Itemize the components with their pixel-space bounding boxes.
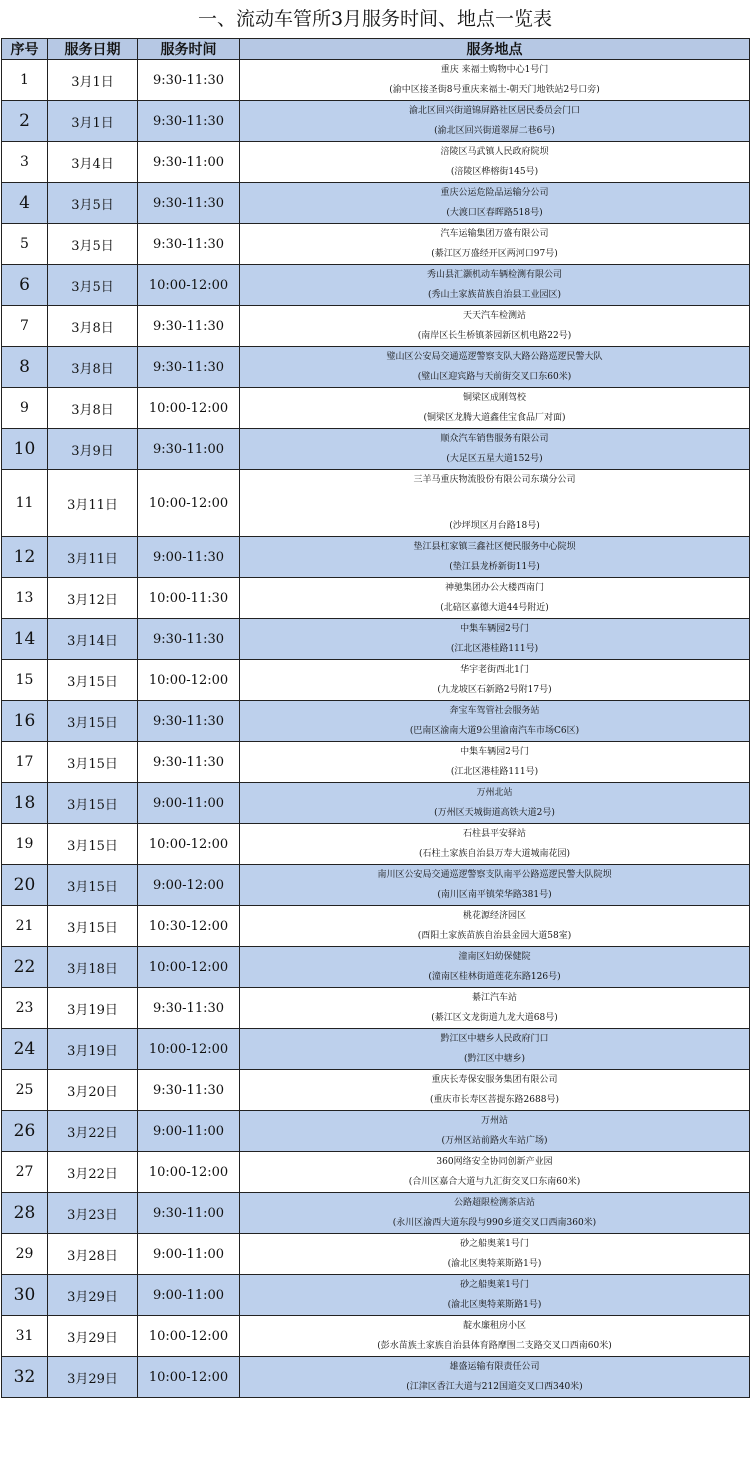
row-number: 6 bbox=[2, 265, 48, 306]
location-address: (垫江县龙桥新街11号) bbox=[449, 562, 540, 572]
row-number: 19 bbox=[2, 824, 48, 865]
location-address: (南川区南平镇荣华路381号) bbox=[437, 890, 552, 900]
service-date: 3月15日 bbox=[48, 865, 138, 906]
service-time: 10:00-12:00 bbox=[138, 388, 240, 429]
service-time: 10:30-12:00 bbox=[138, 906, 240, 947]
location-address: (渝北区奥特莱斯路1号) bbox=[447, 1300, 542, 1310]
table-row bbox=[2, 1029, 750, 1070]
row-number: 20 bbox=[2, 865, 48, 906]
service-date: 3月4日 bbox=[48, 142, 138, 183]
location-name: 雄盛运输有限责任公司 bbox=[449, 1362, 540, 1372]
service-location bbox=[240, 142, 750, 183]
table-row bbox=[2, 537, 750, 578]
service-time: 9:00-12:00 bbox=[138, 865, 240, 906]
service-location bbox=[240, 1357, 750, 1398]
service-date: 3月15日 bbox=[48, 783, 138, 824]
location-name: 桃花源经济园区 bbox=[462, 911, 526, 921]
page-title: 一、流动车管所3月服务时间、地点一览表 bbox=[197, 8, 553, 30]
service-date: 3月14日 bbox=[48, 619, 138, 660]
table-row bbox=[2, 306, 750, 347]
location-name: 神驰集团办公大楼西南门 bbox=[444, 583, 544, 593]
table-row bbox=[2, 783, 750, 824]
row-number: 32 bbox=[2, 1357, 48, 1398]
service-location bbox=[240, 906, 750, 947]
service-location bbox=[240, 183, 750, 224]
location-name: 渝北区回兴街道锦屏路社区居民委员会门口 bbox=[408, 106, 580, 116]
service-date: 3月1日 bbox=[48, 60, 138, 101]
header-no: 序号 bbox=[2, 39, 48, 60]
table-row bbox=[2, 1357, 750, 1398]
service-date: 3月29日 bbox=[48, 1316, 138, 1357]
service-time: 9:30-11:30 bbox=[138, 619, 240, 660]
row-number: 9 bbox=[2, 388, 48, 429]
header-time: 服务时间 bbox=[138, 39, 240, 60]
table-row bbox=[2, 265, 750, 306]
service-time: 10:00-12:00 bbox=[138, 265, 240, 306]
location-address: (酉阳土家族苗族自治县金园大道58室) bbox=[417, 931, 572, 941]
row-number: 12 bbox=[2, 537, 48, 578]
location-address: (铜梁区龙腾大道鑫佳宝食品厂对面) bbox=[423, 413, 566, 423]
row-number: 22 bbox=[2, 947, 48, 988]
service-date: 3月23日 bbox=[48, 1193, 138, 1234]
service-location bbox=[240, 742, 750, 783]
service-location bbox=[240, 1111, 750, 1152]
location-address: (万州区站前路火车站广场) bbox=[441, 1136, 548, 1146]
location-address: (巴南区渝南大道9公里渝南汽车市场C6区) bbox=[409, 726, 580, 736]
service-time: 9:30-11:00 bbox=[138, 142, 240, 183]
table-row bbox=[2, 701, 750, 742]
location-name: 重庆 来福士购物中心1号门 bbox=[440, 65, 549, 75]
row-number: 25 bbox=[2, 1070, 48, 1111]
service-date: 3月20日 bbox=[48, 1070, 138, 1111]
location-address: (重庆市长寿区菩提东路2688号) bbox=[430, 1095, 559, 1105]
service-time: 9:30-11:30 bbox=[138, 60, 240, 101]
location-name: 黔江区中塘乡人民政府门口 bbox=[440, 1034, 549, 1044]
row-number: 1 bbox=[2, 60, 48, 101]
service-date: 3月5日 bbox=[48, 183, 138, 224]
service-location bbox=[240, 537, 750, 578]
row-number: 5 bbox=[2, 224, 48, 265]
row-number: 23 bbox=[2, 988, 48, 1029]
service-location bbox=[240, 265, 750, 306]
location-name: 公路超限检测茶店站 bbox=[453, 1198, 535, 1208]
service-location bbox=[240, 783, 750, 824]
row-number: 13 bbox=[2, 578, 48, 619]
location-name: 中集车辆园2号门 bbox=[460, 624, 529, 634]
service-date: 3月15日 bbox=[48, 824, 138, 865]
service-location bbox=[240, 224, 750, 265]
table-row bbox=[2, 183, 750, 224]
table-row bbox=[2, 865, 750, 906]
service-time: 10:00-12:00 bbox=[138, 947, 240, 988]
row-number: 3 bbox=[2, 142, 48, 183]
service-date: 3月29日 bbox=[48, 1357, 138, 1398]
service-location bbox=[240, 1316, 750, 1357]
table-row bbox=[2, 947, 750, 988]
schedule-table bbox=[1, 38, 750, 1398]
row-number: 30 bbox=[2, 1275, 48, 1316]
row-number: 16 bbox=[2, 701, 48, 742]
service-location bbox=[240, 388, 750, 429]
table-row bbox=[2, 660, 750, 701]
service-time: 10:00-12:00 bbox=[138, 824, 240, 865]
location-address: (璧山区迎宾路与天前街交叉口东60米) bbox=[417, 372, 572, 382]
table-row bbox=[2, 224, 750, 265]
location-name: 天天汽车检测站 bbox=[462, 311, 526, 321]
service-location bbox=[240, 429, 750, 470]
service-date: 3月8日 bbox=[48, 388, 138, 429]
service-time: 9:00-11:00 bbox=[138, 783, 240, 824]
location-name: 秀山县汇灏机动车辆检测有限公司 bbox=[426, 270, 562, 280]
service-location bbox=[240, 1275, 750, 1316]
service-date: 3月15日 bbox=[48, 742, 138, 783]
location-name: 顺众汽车销售服务有限公司 bbox=[440, 434, 549, 444]
header-date: 服务日期 bbox=[48, 39, 138, 60]
location-name: 铜梁区成刚驾校 bbox=[462, 393, 526, 403]
service-time: 9:30-11:30 bbox=[138, 701, 240, 742]
service-date: 3月15日 bbox=[48, 660, 138, 701]
location-name: 璧山区公安局交通巡逻警察支队大路公路巡逻民警大队 bbox=[386, 352, 603, 362]
location-address: (渝北区奥特莱斯路1号) bbox=[447, 1259, 542, 1269]
location-name: 三羊马重庆物流股份有限公司东璜分公司 bbox=[413, 475, 576, 485]
row-number: 26 bbox=[2, 1111, 48, 1152]
table-row bbox=[2, 470, 750, 537]
service-time: 10:00-12:00 bbox=[138, 1152, 240, 1193]
location-name: 重庆公运危险品运输分公司 bbox=[440, 188, 549, 198]
service-time: 9:30-11:00 bbox=[138, 429, 240, 470]
location-address: (江北区港桂路111号) bbox=[450, 644, 539, 654]
location-address: (江北区港桂路111号) bbox=[450, 767, 539, 777]
service-location bbox=[240, 660, 750, 701]
service-location bbox=[240, 701, 750, 742]
row-number: 4 bbox=[2, 183, 48, 224]
service-location bbox=[240, 824, 750, 865]
service-time: 9:00-11:00 bbox=[138, 1111, 240, 1152]
location-address: (黔江区中塘乡) bbox=[463, 1054, 526, 1064]
table-row bbox=[2, 347, 750, 388]
location-address: (大足区五星大道152号) bbox=[446, 454, 543, 464]
service-location bbox=[240, 347, 750, 388]
location-name: 涪陵区马武镇人民政府院坝 bbox=[440, 147, 549, 157]
table-row bbox=[2, 1152, 750, 1193]
service-date: 3月28日 bbox=[48, 1234, 138, 1275]
service-date: 3月15日 bbox=[48, 701, 138, 742]
table-row bbox=[2, 906, 750, 947]
service-location bbox=[240, 619, 750, 660]
service-time: 9:30-11:30 bbox=[138, 988, 240, 1029]
location-name: 万州站 bbox=[480, 1116, 508, 1126]
location-name: 奔宝车驾管社会服务站 bbox=[449, 706, 540, 716]
table-row bbox=[2, 429, 750, 470]
location-name: 万州北站 bbox=[476, 788, 513, 798]
location-address: (潼南区桂林街道莲花东路126号) bbox=[428, 972, 561, 982]
location-address: (渝中区接圣街8号重庆来福士-朝天门地铁站2号口旁) bbox=[389, 85, 600, 95]
service-location bbox=[240, 1193, 750, 1234]
table-row bbox=[2, 1111, 750, 1152]
service-date: 3月5日 bbox=[48, 224, 138, 265]
location-address: (綦江区文龙街道九龙大道68号) bbox=[431, 1013, 558, 1023]
row-number: 11 bbox=[2, 470, 48, 537]
service-location bbox=[240, 578, 750, 619]
row-number: 10 bbox=[2, 429, 48, 470]
service-location bbox=[240, 470, 750, 537]
location-name: 綦江汽车站 bbox=[471, 993, 517, 1003]
row-number: 24 bbox=[2, 1029, 48, 1070]
row-number: 18 bbox=[2, 783, 48, 824]
location-address: (合川区嘉合大道与九汇街交叉口东南60米) bbox=[408, 1177, 581, 1187]
table-header-row bbox=[2, 39, 750, 60]
location-address: (秀山土家族苗族自治县工业园区) bbox=[427, 290, 562, 300]
row-number: 7 bbox=[2, 306, 48, 347]
service-location bbox=[240, 60, 750, 101]
row-number: 21 bbox=[2, 906, 48, 947]
location-address: (涪陵区桦榕街145号) bbox=[450, 167, 539, 177]
table-row bbox=[2, 142, 750, 183]
service-date: 3月19日 bbox=[48, 988, 138, 1029]
table-row bbox=[2, 824, 750, 865]
service-date: 3月29日 bbox=[48, 1275, 138, 1316]
location-address: (江津区香江大道与212国道交叉口西340米) bbox=[406, 1382, 583, 1392]
row-number: 8 bbox=[2, 347, 48, 388]
location-address: (沙坪坝区月台路18号) bbox=[449, 521, 540, 531]
location-address: (九龙坡区石新路2号附17号) bbox=[437, 685, 552, 695]
row-number: 17 bbox=[2, 742, 48, 783]
location-name: 砂之船奥莱1号门 bbox=[460, 1280, 529, 1290]
location-address: (石柱土家族自治县万寿大道城南花园) bbox=[418, 849, 571, 859]
service-location bbox=[240, 1029, 750, 1070]
table-row bbox=[2, 1234, 750, 1275]
service-location bbox=[240, 1070, 750, 1111]
service-time: 9:30-11:30 bbox=[138, 742, 240, 783]
service-time: 10:00-11:30 bbox=[138, 578, 240, 619]
location-name: 重庆长寿保安服务集团有限公司 bbox=[431, 1075, 558, 1085]
service-date: 3月12日 bbox=[48, 578, 138, 619]
service-date: 3月9日 bbox=[48, 429, 138, 470]
row-number: 14 bbox=[2, 619, 48, 660]
location-name: 南川区公安局交通巡逻警察支队南平公路巡逻民警大队院坝 bbox=[377, 870, 612, 880]
table-row bbox=[2, 1275, 750, 1316]
service-date: 3月11日 bbox=[48, 537, 138, 578]
service-date: 3月11日 bbox=[48, 470, 138, 537]
table-row bbox=[2, 1193, 750, 1234]
location-name: 靛水廉租房小区 bbox=[462, 1321, 526, 1331]
service-time: 9:30-11:30 bbox=[138, 306, 240, 347]
table-row bbox=[2, 619, 750, 660]
service-time: 9:30-11:30 bbox=[138, 183, 240, 224]
service-date: 3月15日 bbox=[48, 906, 138, 947]
service-date: 3月18日 bbox=[48, 947, 138, 988]
row-number: 31 bbox=[2, 1316, 48, 1357]
table-row bbox=[2, 742, 750, 783]
service-time: 9:00-11:00 bbox=[138, 1275, 240, 1316]
location-address: (綦江区万盛经开区两河口97号) bbox=[431, 249, 558, 259]
service-location bbox=[240, 1234, 750, 1275]
service-time: 9:30-11:30 bbox=[138, 347, 240, 388]
service-time: 10:00-12:00 bbox=[138, 1316, 240, 1357]
location-address: (彭水苗族土家族自治县体育路摩围二支路交叉口西南60米) bbox=[377, 1341, 612, 1351]
table-row bbox=[2, 60, 750, 101]
table-row bbox=[2, 578, 750, 619]
service-location bbox=[240, 101, 750, 142]
row-number: 28 bbox=[2, 1193, 48, 1234]
location-address: (万州区天城街道高铁大道2号) bbox=[434, 808, 555, 818]
location-name: 360网络安全协同创新产业园 bbox=[436, 1157, 553, 1167]
table-row bbox=[2, 388, 750, 429]
service-date: 3月8日 bbox=[48, 306, 138, 347]
service-date: 3月8日 bbox=[48, 347, 138, 388]
service-time: 9:30-11:30 bbox=[138, 1070, 240, 1111]
service-time: 9:30-11:30 bbox=[138, 101, 240, 142]
service-time: 9:00-11:30 bbox=[138, 537, 240, 578]
service-time: 10:00-12:00 bbox=[138, 470, 240, 537]
table-row bbox=[2, 1316, 750, 1357]
table-row bbox=[2, 101, 750, 142]
location-address: (渝北区回兴街道翠屏二巷6号) bbox=[434, 126, 555, 136]
location-address: (南岸区长生桥镇茶园新区机电路22号) bbox=[417, 331, 572, 341]
table-row bbox=[2, 1070, 750, 1111]
location-name: 垫江县杠家镇三鑫社区便民服务中心院坝 bbox=[413, 542, 576, 552]
location-address: (北碚区嘉德大道44号附近) bbox=[440, 603, 549, 613]
service-time: 10:00-12:00 bbox=[138, 660, 240, 701]
service-location bbox=[240, 1152, 750, 1193]
service-time: 9:00-11:00 bbox=[138, 1234, 240, 1275]
service-location bbox=[240, 988, 750, 1029]
location-name: 潼南区妇幼保健院 bbox=[458, 952, 531, 962]
row-number: 2 bbox=[2, 101, 48, 142]
location-address: (永川区渝西大道东段与990乡道交叉口西南360米) bbox=[392, 1218, 597, 1228]
location-name: 石柱县平安驿站 bbox=[462, 829, 526, 839]
service-date: 3月19日 bbox=[48, 1029, 138, 1070]
location-address: (大渡口区春晖路518号) bbox=[446, 208, 543, 218]
service-time: 9:30-11:00 bbox=[138, 1193, 240, 1234]
service-location bbox=[240, 865, 750, 906]
service-time: 9:30-11:30 bbox=[138, 224, 240, 265]
table-row bbox=[2, 988, 750, 1029]
service-time: 10:00-12:00 bbox=[138, 1029, 240, 1070]
location-name: 砂之船奥莱1号门 bbox=[460, 1239, 529, 1249]
row-number: 27 bbox=[2, 1152, 48, 1193]
service-location bbox=[240, 947, 750, 988]
service-date: 3月22日 bbox=[48, 1152, 138, 1193]
location-name: 汽车运输集团万盛有限公司 bbox=[440, 229, 549, 239]
row-number: 15 bbox=[2, 660, 48, 701]
row-number: 29 bbox=[2, 1234, 48, 1275]
location-name: 中集车辆园2号门 bbox=[460, 747, 529, 757]
service-location bbox=[240, 306, 750, 347]
service-date: 3月22日 bbox=[48, 1111, 138, 1152]
location-name: 华宇老街西北1门 bbox=[460, 665, 529, 675]
service-time: 10:00-12:00 bbox=[138, 1357, 240, 1398]
header-location: 服务地点 bbox=[240, 39, 750, 60]
service-date: 3月1日 bbox=[48, 101, 138, 142]
service-date: 3月5日 bbox=[48, 265, 138, 306]
